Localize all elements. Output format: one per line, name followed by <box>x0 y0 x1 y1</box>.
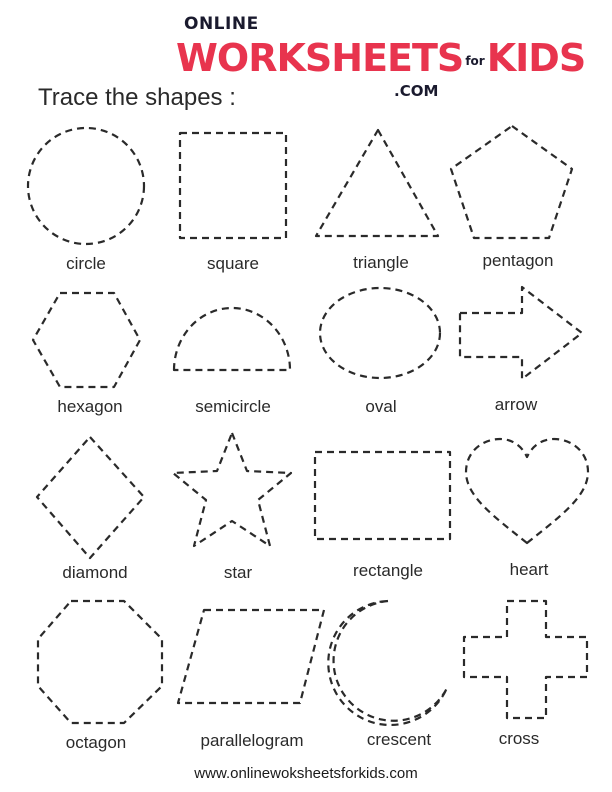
cross-shape <box>464 601 587 718</box>
logo-com-text: .COM <box>394 82 439 100</box>
shape-label-parallelogram: parallelogram <box>200 731 304 750</box>
triangle-shape <box>316 130 438 236</box>
shape-label-star: star <box>223 563 253 582</box>
pentagon-shape <box>451 126 572 238</box>
logo-online-text: ONLINE <box>184 14 259 34</box>
shape-label-hexagon: hexagon <box>57 397 123 416</box>
shape-label-crescent: crescent <box>366 730 432 749</box>
shape-label-triangle: triangle <box>353 253 409 272</box>
parallelogram-shape <box>178 610 324 703</box>
heart-shape <box>466 439 588 543</box>
hexagon-shape <box>33 293 140 387</box>
arrow-shape <box>460 287 582 379</box>
shape-label-circle: circle <box>66 254 106 273</box>
rectangle-shape <box>315 452 450 539</box>
footer-url[interactable]: www.onlinewoksheetsforkids.com <box>194 765 418 782</box>
semicircle-shape <box>174 308 290 370</box>
shape-label-diamond: diamond <box>62 563 128 582</box>
shape-label-octagon: octagon <box>65 733 127 752</box>
shape-label-semicircle: semicircle <box>195 397 271 416</box>
octagon-shape <box>38 601 162 723</box>
logo-worksheets-text: WORKSHEETS <box>176 36 464 80</box>
star-shape <box>173 433 291 546</box>
square-shape <box>180 133 286 238</box>
shape-label-arrow: arrow <box>494 395 538 414</box>
circle-shape <box>28 128 144 244</box>
logo-kids-text: KIDS <box>486 36 586 80</box>
shape-label-rectangle: rectangle <box>353 561 423 580</box>
logo-for-text: for <box>465 53 485 68</box>
shape-label-square: square <box>207 254 259 273</box>
diamond-shape <box>37 437 144 558</box>
crescent-shape <box>328 601 447 725</box>
shape-label-pentagon: pentagon <box>482 251 554 270</box>
worksheet-title: Trace the shapes : <box>38 84 236 111</box>
shape-label-cross: cross <box>498 729 540 748</box>
shape-label-oval: oval <box>365 397 397 416</box>
shape-label-heart: heart <box>509 560 549 579</box>
oval-shape <box>320 288 440 378</box>
